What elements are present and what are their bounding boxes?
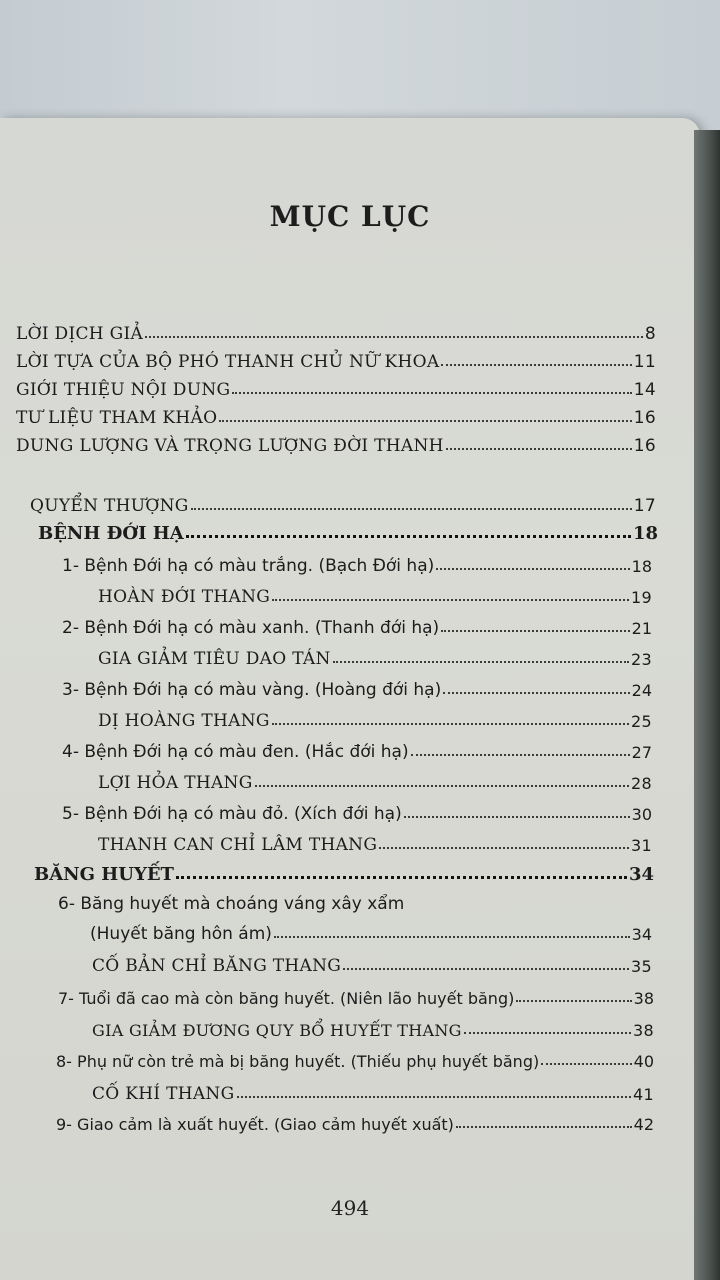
dot-leader	[145, 336, 643, 338]
toc-entry-text: 1- Bệnh Đới hạ có màu trắng. (Bạch Đới hạ)	[62, 556, 435, 576]
dot-leader	[464, 1032, 631, 1034]
toc-row-front-matter	[16, 318, 656, 344]
toc-entry-text: TƯ LIỆU THAM KHẢO	[16, 408, 218, 428]
dot-leader	[219, 420, 631, 422]
toc-row-remedy	[98, 829, 652, 855]
toc-entry-text: GIA GIẢM ĐƯƠNG QUY BỔ HUYẾT THANG	[92, 1021, 462, 1040]
toc-entry-text: 7- Tuổi đã cao mà còn băng huyết. (Niên lão huyết băng)	[58, 989, 515, 1008]
toc-row-front-matter	[16, 346, 656, 372]
dot-leader	[541, 1063, 631, 1065]
toc-entry-text: 5- Bệnh Đới hạ có màu đỏ. (Xích đới hạ)	[62, 804, 402, 824]
toc-page-number: 11	[633, 352, 656, 372]
toc-page-number: 18	[632, 523, 658, 544]
toc-row-volume	[30, 490, 656, 516]
toc-page-number: 14	[633, 380, 656, 400]
toc-entry-text: HOÀN ĐỚI THANG	[98, 587, 271, 607]
toc-page-number: 42	[633, 1115, 654, 1134]
dot-leader	[436, 568, 629, 570]
toc-page-number: 17	[633, 496, 656, 516]
dot-leader	[186, 535, 631, 538]
toc-row-entry	[58, 888, 652, 914]
toc-entry-text: THANH CAN CHỈ LÂM THANG	[98, 835, 378, 855]
toc-section-text: BĂNG HUYẾT	[34, 864, 174, 885]
toc-row-front-matter	[16, 402, 656, 428]
dot-leader	[191, 508, 632, 510]
page-title: MỤC LỤC	[269, 200, 431, 233]
toc-entry-text: 8- Phụ nữ còn trẻ mà bị băng huyết. (Thiếu phụ huyết băng)	[56, 1052, 540, 1071]
toc-row-section	[38, 518, 658, 544]
toc-entry-text: 4- Bệnh Đới hạ có màu đen. (Hắc đới hạ)	[62, 742, 409, 762]
toc-page-number: 38	[633, 1021, 654, 1040]
toc-row-remedy	[98, 767, 652, 793]
toc-section-text: BỆNH ĐỚI HẠ	[38, 523, 184, 544]
toc-row-entry	[62, 612, 652, 638]
toc-row-remedy	[92, 950, 652, 976]
dot-leader	[176, 876, 627, 879]
toc-entry-text: QUYỂN THƯỢNG	[30, 496, 189, 516]
toc-page-number: 18	[631, 557, 652, 576]
dot-leader	[343, 968, 629, 970]
toc-row-entry	[56, 1108, 654, 1134]
toc-page-number: 25	[631, 712, 652, 731]
toc-page-number: 35	[631, 957, 652, 976]
toc-page-number: 8	[644, 324, 656, 344]
toc-page-number: 38	[633, 989, 654, 1008]
dot-leader	[333, 661, 629, 663]
toc-row-entry	[62, 798, 652, 824]
toc-page-number: 21	[631, 619, 652, 638]
toc-row-remedy	[92, 1014, 654, 1040]
dot-leader	[516, 1000, 631, 1002]
dot-leader	[446, 448, 632, 450]
toc-page-number: 31	[631, 836, 652, 855]
toc-page-number: 24	[631, 681, 652, 700]
dot-leader	[411, 754, 630, 756]
toc-row-front-matter	[16, 430, 656, 456]
toc-row-entry	[62, 550, 652, 576]
toc-entry-text: (Huyết băng hôn ám)	[90, 924, 272, 944]
toc-row-remedy	[98, 705, 652, 731]
toc-row-front-matter	[16, 374, 656, 400]
dot-leader	[232, 392, 631, 394]
toc-entry-text: GIA GIẢM TIÊU DAO TÁN	[98, 649, 331, 669]
toc-row-entry-continued	[90, 918, 652, 944]
page-number: 494	[330, 1196, 370, 1220]
toc-row-remedy	[98, 643, 652, 669]
toc-entry-text: LỜI TỰA CỦA BỘ PHÓ THANH CHỦ NỮ KHOA	[16, 352, 440, 372]
dot-leader	[379, 847, 629, 849]
dot-leader	[255, 785, 629, 787]
toc-row-entry	[62, 674, 652, 700]
toc-row-entry	[58, 982, 654, 1008]
toc-entry-text: GIỚI THIỆU NỘI DUNG	[16, 380, 231, 400]
toc-entry-text: 6- Băng huyết mà choáng váng xây xẩm	[58, 894, 405, 914]
toc-entry-text: 9- Giao cảm là xuất huyết. (Giao cảm huyết xuất)	[56, 1115, 454, 1134]
dot-leader	[274, 936, 630, 938]
toc-entry-text: DUNG LƯỢNG VÀ TRỌNG LƯỢNG ĐỜI THANH	[16, 436, 444, 456]
toc-page-number: 16	[633, 408, 656, 428]
dot-leader	[443, 692, 629, 694]
toc-page-number: 23	[631, 650, 652, 669]
toc-page-number: 30	[631, 805, 652, 824]
toc-entry-text: 2- Bệnh Đới hạ có màu xanh. (Thanh đới hạ)	[62, 618, 440, 638]
toc-page-number: 34	[628, 864, 654, 885]
dot-leader	[456, 1126, 632, 1128]
toc-row-remedy	[92, 1078, 654, 1104]
toc-page-number: 19	[631, 588, 652, 607]
dot-leader	[404, 816, 630, 818]
toc-row-section	[34, 859, 654, 885]
toc-row-entry	[56, 1045, 654, 1071]
toc-entry-text: LỢI HỎA THANG	[98, 773, 253, 793]
toc-page-number: 41	[633, 1085, 654, 1104]
toc-page-number: 27	[631, 743, 652, 762]
toc-entry-text: CỐ KHÍ THANG	[92, 1084, 235, 1104]
toc-entry-text: DỊ HOÀNG THANG	[98, 711, 270, 731]
toc-page-number: 16	[633, 436, 656, 456]
toc-row-remedy	[98, 581, 652, 607]
dot-leader	[272, 599, 629, 601]
dot-leader	[441, 364, 631, 366]
dot-leader	[441, 630, 629, 632]
toc-entry-text: CỐ BẢN CHỈ BĂNG THANG	[92, 956, 342, 976]
dot-leader	[237, 1096, 632, 1098]
book-page-edge	[694, 130, 720, 1280]
toc-page-number: 34	[631, 925, 652, 944]
toc-page-number: 28	[631, 774, 652, 793]
dot-leader	[272, 723, 629, 725]
toc-row-entry	[62, 736, 652, 762]
toc-entry-text: 3- Bệnh Đới hạ có màu vàng. (Hoàng đới hạ)	[62, 680, 442, 700]
toc-entry-text: LỜI DỊCH GIẢ	[16, 324, 144, 344]
toc-page-number: 40	[633, 1052, 654, 1071]
